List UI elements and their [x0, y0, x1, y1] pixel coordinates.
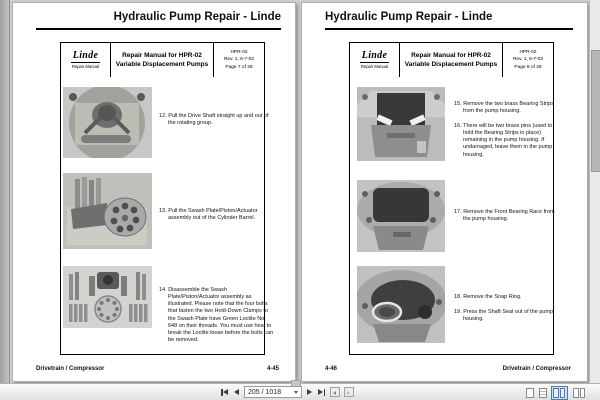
page-navigation: [220, 384, 354, 400]
last-page-icon: [318, 389, 323, 395]
footer-page-number: 4-46: [325, 366, 338, 372]
step-number: 18.: [454, 294, 462, 300]
revision-page: Page 8 of 28: [514, 64, 542, 70]
photo-illustration: [63, 266, 152, 328]
step-text: Disassemble the Swash Plate/Piston/Actuator assembly as illustrated. Please note that the four bolts that fasten the two Hold-Down Clamps to the Swash Plate have Green Loctite No. 648 on their threads. You must use heat to break the Loctite loose before the bolts can be removed.: [168, 287, 274, 343]
step-number: 17.: [454, 209, 462, 215]
manual-title-line2: Variable Displacement Pumps: [115, 61, 209, 68]
photo-illustration: [63, 173, 152, 249]
status-bar: [0, 383, 600, 400]
manual-title-line1: Repair Manual for HPR-02: [122, 51, 202, 59]
two-up-icon[interactable]: [552, 387, 567, 399]
manual-title-line1: Repair Manual for HPR-02: [411, 51, 491, 59]
step-number: 15.: [454, 101, 462, 107]
linde-logo-text: Linde: [72, 50, 99, 61]
scrollbar-thumb[interactable]: [591, 50, 600, 172]
linde-logo: [350, 43, 400, 77]
pump-housing-opening-photo: [357, 180, 445, 252]
last-page-button[interactable]: [317, 388, 326, 397]
photo-illustration: [357, 87, 445, 161]
page-layout-buttons: [526, 387, 587, 399]
linde-logo: [61, 43, 111, 77]
instruction-step: [454, 209, 563, 223]
next-view-icon[interactable]: [344, 387, 354, 397]
document-page-left: [12, 2, 296, 382]
instruction-step: [159, 208, 274, 222]
manual-title: [400, 43, 503, 77]
revision-date: Rev. 1, 6-7-02: [512, 57, 544, 63]
page-number-field[interactable]: [244, 386, 302, 398]
revision-block: [503, 43, 553, 77]
next-page-icon: [307, 389, 312, 395]
step-text: Remove the Snap Ring.: [463, 294, 522, 300]
single-page-icon[interactable]: [526, 388, 534, 398]
chevron-down-icon: [294, 391, 298, 394]
linde-logo-subtext: Repair Manual: [360, 64, 389, 69]
left-panel-edge: [0, 0, 10, 383]
step-number: 19.: [454, 309, 462, 315]
photo-illustration: [357, 180, 445, 252]
document-page-right: [301, 2, 588, 382]
footer-section: Drivetrain / Compressor: [36, 366, 105, 372]
title-block: [349, 42, 554, 78]
drive-shaft-removal-photo: [63, 87, 152, 158]
step-text: Pull the Swash Plate/Piston/Actuator assembly out of the Cylinder Barrel.: [168, 208, 258, 222]
instruction-step: [454, 123, 563, 159]
step-text: Pull the Drive Shaft straight up and out of the rotating group.: [168, 113, 269, 127]
revision-page: Page 7 of 28: [225, 64, 253, 70]
first-page-button[interactable]: [220, 388, 229, 397]
linde-logo-subtext: Repair Manual: [71, 64, 100, 69]
previous-page-icon: [234, 389, 239, 395]
step-text: Press the Shaft Seal out of the pump housing.: [463, 309, 554, 323]
step-text: Remove the two brass Bearing Strips from the pump housing.: [463, 101, 554, 115]
title-block: [60, 42, 265, 78]
photo-illustration: [357, 266, 445, 343]
next-page-button[interactable]: [306, 388, 313, 396]
vertical-scrollbar[interactable]: [589, 0, 600, 383]
step-number: 16.: [454, 123, 462, 129]
header-rule: [325, 28, 573, 30]
step-number: 12.: [159, 113, 167, 119]
revision-model: HPR-02: [519, 50, 537, 56]
footer-page-number: 4-45: [266, 366, 279, 372]
photo-illustration: [63, 87, 152, 158]
previous-page-button[interactable]: [233, 388, 240, 396]
step-text: Remove the Front Bearing Race from the pump housing.: [463, 209, 555, 223]
instruction-step: [454, 294, 563, 301]
page-title: Hydraulic Pump Repair - Linde: [113, 11, 281, 23]
swash-plate-assembly-photo: [63, 173, 152, 249]
step-number: 13.: [159, 208, 167, 214]
manual-title: [111, 43, 214, 77]
footer-section: Drivetrain / Compressor: [502, 366, 571, 372]
two-up-continuous-icon[interactable]: [572, 387, 587, 399]
instruction-step: [454, 101, 563, 115]
instruction-step: [159, 287, 274, 344]
step-number: 14.: [159, 287, 167, 293]
revision-block: [214, 43, 264, 77]
snap-ring-seal-photo: [357, 266, 445, 343]
linde-logo-text: Linde: [361, 50, 388, 61]
single-page-continuous-icon[interactable]: [539, 388, 547, 398]
manual-title-line2: Variable Displacement Pumps: [404, 61, 498, 68]
step-text: There will be two brass pins (used to hold the Bearing Strips in place) remaining in the pump housing. If undamaged, leave them in the pump housing.: [463, 123, 553, 158]
page-number-value: 205 / 1018: [248, 388, 282, 396]
instruction-step: [159, 113, 274, 127]
previous-view-icon[interactable]: [330, 387, 340, 397]
revision-date: Rev. 1, 6-7-02: [223, 57, 255, 63]
disassembled-parts-photo: [63, 266, 152, 328]
page-title: Hydraulic Pump Repair - Linde: [325, 11, 493, 23]
instruction-step: [454, 309, 563, 323]
revision-model: HPR-02: [230, 50, 248, 56]
header-rule: [36, 28, 281, 30]
bearing-strips-photo: [357, 87, 445, 161]
